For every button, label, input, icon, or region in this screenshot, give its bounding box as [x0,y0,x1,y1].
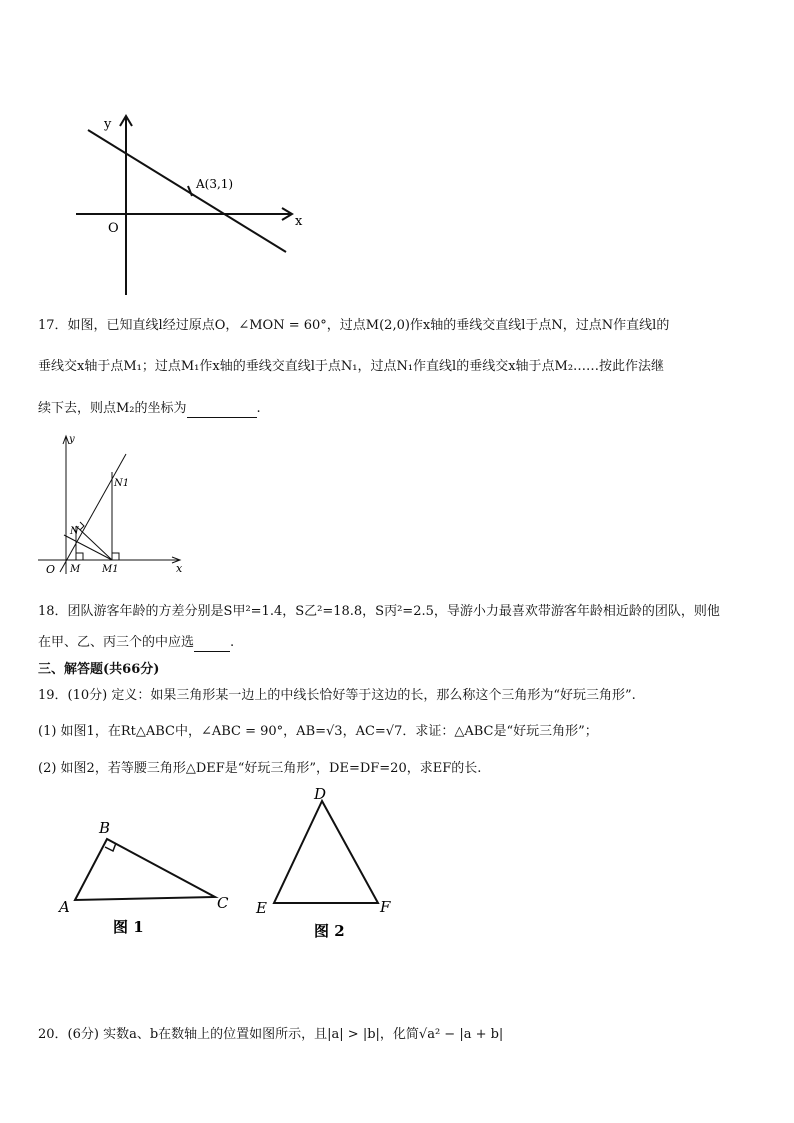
figure-q19-fig2 [250,783,410,948]
fig17-x-label: x [176,562,183,575]
fig2-label-d: D [314,785,327,803]
fig1-label-a: A [59,898,70,916]
q17-line-2: 垂线交x轴于点M₁；过点M₁作x轴的垂线交直线l于点N₁，过点N₁作直线l的垂线交x轴于点M₂……按此作法继 [38,359,665,374]
fig16-origin-label: O [108,221,119,236]
q19-line-1: 19．(10分) 定义：如果三角形某一边上的中线长恰好等于这边的长，那么称这个三角形为“好玩三角形”. [38,688,636,703]
q17-answer-blank[interactable] [187,403,257,418]
q18-line-2 [38,634,234,652]
q18-answer-blank[interactable] [194,637,230,652]
fig17-n1-label: N1 [114,478,130,489]
q19-line-2: (1) 如图1，在Rt△ABC中，∠ABC = 90°，AB=√3，AC=√7．求证：△ABC是“好玩三角形”； [38,724,598,739]
fig17-origin-label: O [46,563,56,576]
q19-line-3: (2) 如图2，若等腰三角形△DEF是“好玩三角形”，DE=DF=20，求EF的长. [38,761,482,776]
fig16-y-label: y [104,117,112,132]
q18-line-2-text: 在甲、乙、丙三个的中应选 [38,635,195,650]
fig17-y-label: y [69,434,75,445]
fig17-n-label: N [70,526,79,537]
fig2-caption: 图 2 [314,922,345,940]
q20-line-1: 20．(6分) 实数a、b在数轴上的位置如图所示，且|a| > |b|，化简√a² − |a + b| [38,1027,504,1042]
fig1-caption: 图 1 [113,918,144,936]
figure-q16 [70,110,310,300]
figure-q19-fig1 [55,815,245,945]
q18-line-1: 18．团队游客年龄的方差分别是S甲²=1.4，S乙²=18.8，S丙²=2.5，导游小力最喜欢带游客年龄相近龄的团队，则他 [38,604,720,619]
fig1-label-b: B [99,819,111,837]
q17-line-3-end: . [256,401,261,416]
figure-q17 [34,430,194,578]
q17-line-3 [38,400,261,418]
q18-line-2-end: . [230,635,235,650]
fig1-label-c: C [217,894,229,912]
fig2-label-f: F [380,898,391,916]
fig17-m-label: M [70,564,81,575]
fig16-point-label: A(3,1) [196,177,234,191]
section-3-title: 三、解答题(共66分) [38,662,160,677]
fig2-label-e: E [256,899,267,917]
fig17-m1-label: M1 [102,564,119,575]
q17-line-1: 17．如图，已知直线l经过原点O，∠MON = 60°，过点M(2,0)作x轴的垂线交直线l于点N，过点N作直线l的 [38,318,670,333]
fig16-x-label: x [295,214,303,229]
q17-line-3-text: 续下去，则点M₂的坐标为 [38,401,187,416]
